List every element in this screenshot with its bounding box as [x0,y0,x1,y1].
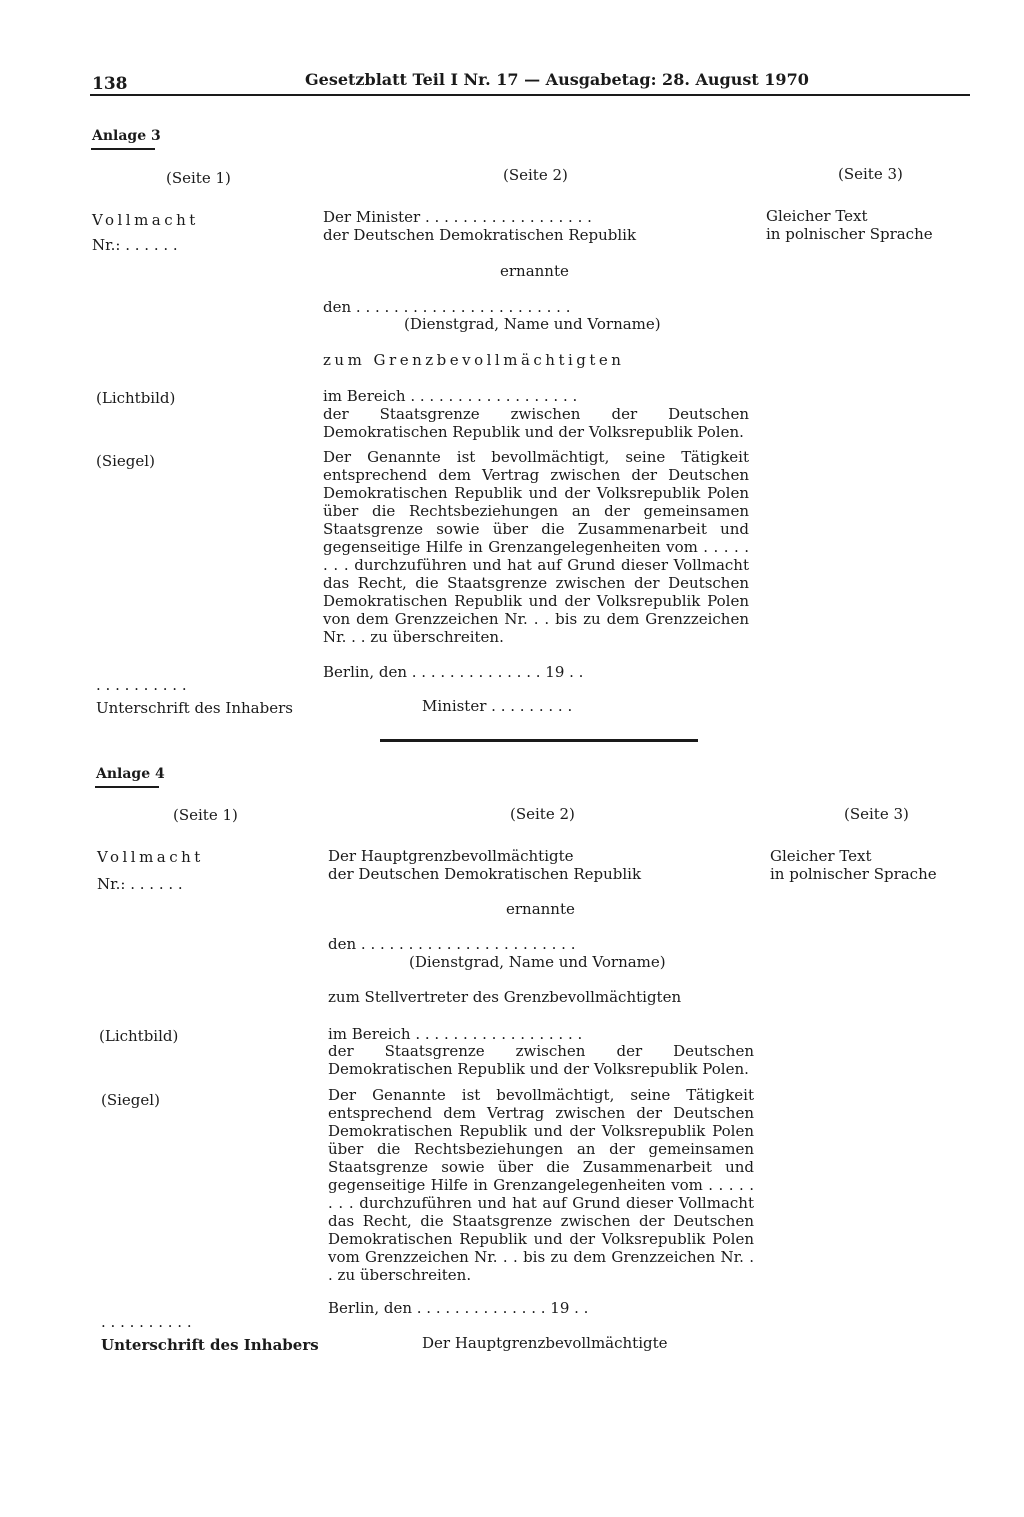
header-rule [90,94,970,96]
annex-separator [380,739,698,742]
anlage4-signer: Der Hauptgrenzbevollmächtigte [422,1334,668,1352]
anlage3-nr: Nr.: . . . . . . [92,236,178,254]
anlage4-zum: zum Stellvertreter des Grenzbevollmächtigten [328,988,682,1006]
anlage4-ernannte: ernannte [506,900,575,918]
anlage3-issuer-line1: Der Minister . . . . . . . . . . . . . . . . . . [323,208,592,226]
anlage3-staatsgrenze: der Staatsgrenze zwischen der Deutschen Demokratischen Republik und der Volksrepublik Polen. [323,405,749,441]
anlage3-signature-dots: . . . . . . . . . . [96,676,187,694]
anlage4-siegel: (Siegel) [101,1091,160,1109]
page-title: Gesetzblatt Teil I Nr. 17 — Ausgabetag: 28. August 1970 [305,70,809,89]
anlage4-seite1: (Seite 1) [173,806,238,824]
anlage4-issuer-line2: der Deutschen Demokratischen Republik [328,865,642,883]
anlage3-issuer-line2: der Deutschen Demokratischen Republik [323,226,637,244]
anlage3-paragraph: Der Genannte ist bevollmächtigt, seine Tätigkeit entsprechend dem Vertrag zwischen der Deutschen Demokratischen Republik und der Volksrepublik Polen über die Rechtsbeziehungen an der gemeinsamen Staatsgrenze sowie über die Zusammenarbeit und gegenseitige Hilfe in Grenzangelegenheiten vom . . . . . . . . durchzuführen und hat auf Grund dieser Vollmacht das Recht, die Staatsgrenze zwischen der Deutschen Demokratischen Republik und der Volksrepublik Polen von dem Grenzzeichen Nr. . . bis zu dem Grenzzeichen Nr. . . zu überschreiten. [323,448,749,646]
anlage3-seite1: (Seite 1) [166,169,231,187]
anlage4-nr: Nr.: . . . . . . [97,875,183,893]
anlage4-den: den . . . . . . . . . . . . . . . . . . . . . . . [328,935,576,953]
anlage3-lichtbild: (Lichtbild) [96,389,176,407]
anlage4-label: Anlage 4 [96,766,165,782]
anlage3-label: Anlage 3 [92,128,161,144]
anlage4-issuer-line1: Der Hauptgrenzbevollmächtigte [328,847,574,865]
anlage3-seite3: (Seite 3) [838,165,903,183]
anlage3-signer: Minister . . . . . . . . . [422,697,573,715]
anlage4-seite3: (Seite 3) [844,805,909,823]
anlage4-signature-dots: . . . . . . . . . . [101,1313,192,1331]
anlage3-seite2: (Seite 2) [503,166,568,184]
anlage4-underline [95,786,159,788]
anlage3-vollmacht: Vollmacht [92,211,199,229]
anlage3-zum: zum Grenzbevollmächtigten [323,351,625,369]
anlage4-lichtbild: (Lichtbild) [99,1027,179,1045]
anlage4-gleicher-text: Gleicher Text [770,847,872,865]
anlage3-berlin-date: Berlin, den . . . . . . . . . . . . . . 19 . . [323,663,584,681]
anlage4-dienstgrad: (Dienstgrad, Name und Vorname) [409,953,666,971]
anlage4-seite2: (Seite 2) [510,805,575,823]
anlage4-bereich: im Bereich . . . . . . . . . . . . . . . . . . [328,1025,583,1043]
anlage4-vollmacht: Vollmacht [97,848,204,866]
anlage4-berlin-date: Berlin, den . . . . . . . . . . . . . . 19 . . [328,1299,589,1317]
anlage3-den: den . . . . . . . . . . . . . . . . . . . . . . . [323,298,571,316]
anlage3-ernannte: ernannte [500,262,569,280]
anlage4-unterschrift: Unterschrift des Inhabers [101,1336,319,1354]
anlage4-staatsgrenze: der Staatsgrenze zwischen der Deutschen Demokratischen Republik und der Volksrepublik Polen. [328,1042,754,1078]
anlage3-bereich: im Bereich . . . . . . . . . . . . . . . . . . [323,387,578,405]
anlage4-polnisch: in polnischer Sprache [770,865,937,883]
anlage3-underline [91,148,155,150]
anlage4-paragraph: Der Genannte ist bevollmächtigt, seine Tätigkeit entsprechend dem Vertrag zwischen der Deutschen Demokratischen Republik und der Volksrepublik Polen über die Rechtsbeziehungen an der gemeinsamen Staatsgrenze sowie über die Zusammenarbeit und gegenseitige Hilfe in Grenzangelegenheiten vom . . . . . . . . durchzuführen und hat auf Grund dieser Vollmacht das Recht, die Staatsgrenze zwischen der Deutschen Demokratischen Republik und der Volksrepublik Polen vom Grenzzeichen Nr. . . bis zu dem Grenzzeichen Nr. . . zu überschreiten. [328,1086,754,1284]
anlage3-polnisch: in polnischer Sprache [766,225,933,243]
anlage3-dienstgrad: (Dienstgrad, Name und Vorname) [404,315,661,333]
anlage3-gleicher-text: Gleicher Text [766,207,868,225]
anlage3-unterschrift: Unterschrift des Inhabers [96,699,293,717]
page-number: 138 [92,74,128,94]
anlage3-siegel: (Siegel) [96,452,155,470]
